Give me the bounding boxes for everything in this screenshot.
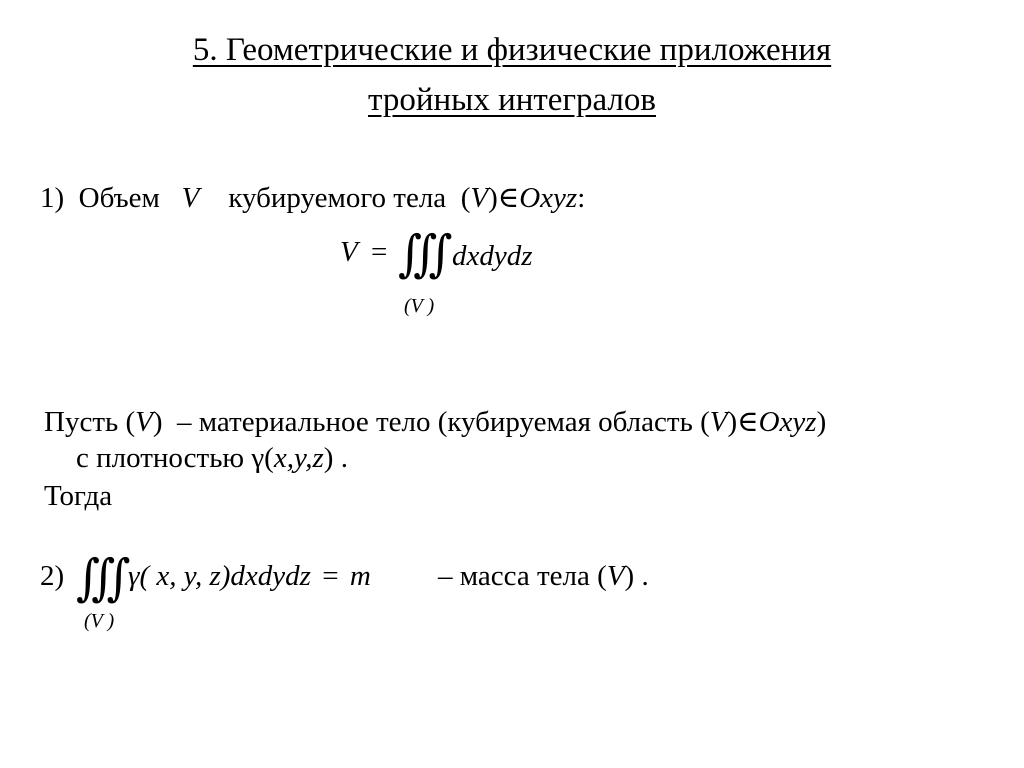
item-2-text-line [438, 560, 649, 593]
paragraph-line-2: с плотностью γ(x,y,z) . [76, 442, 348, 474]
item-2-expr: ( x, y, z)dxdydz [139, 560, 311, 592]
item-1-text-before: Объем [78, 182, 160, 214]
item-2-gamma: γ [128, 560, 140, 592]
paragraph-density-prefix: с плотностью [76, 442, 245, 474]
item-2-integral: ∭ [76, 550, 124, 606]
paragraph-paren-close: ) [152, 406, 163, 438]
item-1-colon: : [577, 182, 586, 214]
item-2-paren-close: ) [624, 560, 635, 592]
item-2-region: (V ) [84, 610, 115, 632]
paragraph-paren-close-2: ) [727, 406, 738, 438]
paragraph-args: x,y,z [273, 442, 324, 474]
formula-1-region: (V ) [404, 295, 435, 317]
paragraph-dot: . [340, 442, 348, 474]
item-2-var: V [606, 560, 625, 592]
item-1-text-after: кубируемого тела [228, 182, 447, 214]
title-line-2: тройных интегралов [368, 82, 656, 118]
item-2-formula [128, 560, 371, 593]
item-2-paren-open: ( [597, 560, 607, 592]
paragraph-line-1 [44, 404, 826, 439]
paragraph-var-2: V [709, 406, 728, 438]
formula-1-lhs: V [340, 236, 358, 268]
item-2-text: – масса тела [438, 560, 590, 592]
formula-1-equals: = [370, 236, 388, 268]
paragraph-let: Пусть [44, 406, 119, 438]
paragraph-middle: – материальное тело (кубируемая область [177, 406, 693, 438]
item-2-rhs: m [349, 560, 371, 592]
item-2-dot: . [641, 560, 649, 592]
item-1-number: 1) [40, 182, 65, 214]
paragraph-in-symbol: ∈ [737, 406, 759, 438]
item-1-line [40, 180, 585, 215]
paragraph-paren-open-2: ( [700, 406, 710, 438]
item-1-space: Oxyz [519, 182, 578, 214]
item-2-number: 2) [40, 560, 65, 592]
item-1-in-symbol: ∈ [497, 182, 520, 214]
paragraph-gamma: γ [251, 442, 265, 474]
item-2-equals: = [322, 560, 339, 592]
paragraph-then: Тогда [44, 480, 113, 512]
item-1-var: V [181, 182, 200, 214]
paragraph-paren-close-3: ) [816, 406, 827, 438]
formula-1-integral: ∭ [398, 226, 446, 282]
paragraph-space: Oxyz [758, 406, 817, 438]
item-1-paren-open: ( [460, 182, 471, 214]
paragraph-paren-open: ( [125, 406, 136, 438]
paragraph-var-1: V [135, 406, 153, 438]
item-1-domain-var: V [470, 182, 489, 214]
item-1-paren-close: ) [488, 182, 498, 214]
formula-1-integrand: dxdydz [452, 240, 533, 272]
title-line-1: 5. Геометрические и физические приложения [192, 32, 832, 68]
formula-1 [340, 236, 393, 269]
